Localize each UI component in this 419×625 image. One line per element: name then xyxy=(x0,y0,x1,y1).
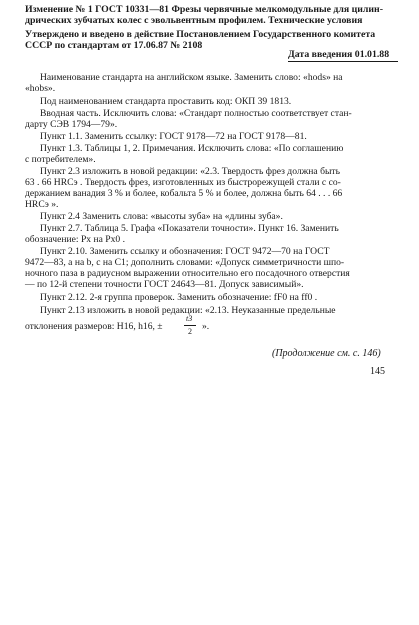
page-number: 145 xyxy=(370,366,385,377)
header-line-4: СССР по стандартам от 17.06.87 № 2108 xyxy=(25,40,203,51)
paragraph-line: Пункт 1.3. Таблицы 1, 2. Примечания. Исключить слова: «По соглашению xyxy=(40,143,344,154)
paragraph-line: Пункт 2.13 изложить в новой редакции: «2.13. Неуказанные предельные xyxy=(40,305,336,316)
paragraph-line: — по 12-й степени точности ГОСТ 24643—81. Допуск зависимый». xyxy=(25,279,304,290)
header-line-2: дрических зубчатых колес с эвольвентным профилем. Технические условия xyxy=(25,15,363,26)
paragraph-line: Пункт 1.1. Заменить ссылку: ГОСТ 9178—72 на ГОСТ 9178—81. xyxy=(40,131,307,142)
paragraph-line: ночного паза в радиусном выражении относительно его посадочного отверстия xyxy=(25,268,350,279)
paragraph-line: Пункт 2.7. Таблица 5. Графа «Показатели точности». Пункт 16. Заменить xyxy=(40,223,339,234)
paragraph-line: Наименование стандарта на английском языке. Заменить слово: «hods» на xyxy=(40,72,343,83)
paragraph-line: держанием ванадия 3 % и более, кобальта 5 % и более, должна быть 64 . . . 66 xyxy=(25,188,343,199)
paragraph-line: Пункт 2.4 Заменить слова: «высоты зуба» на «длины зуба». xyxy=(40,211,283,222)
paragraph-line: с потребителем». xyxy=(25,154,96,165)
paragraph-line: 9472—83, a на b, c на C1; дополнить словами: «Допуск симметричности шпо- xyxy=(25,257,345,268)
paragraph-line: обозначение: Px на Px0 . xyxy=(25,234,125,245)
paragraph-line: «hobs». xyxy=(25,83,56,94)
paragraph-line: Вводная часть. Исключить слова: «Стандарт полностью соответствует стан- xyxy=(40,108,352,119)
paragraph-line: HRCэ ». xyxy=(25,199,59,210)
header-line-1: Изменение № 1 ГОСТ 10331—81 Фрезы червячные мелкомодульные для цилин- xyxy=(25,4,383,15)
fraction-bar xyxy=(184,325,196,326)
paragraph-line: Пункт 2.12. 2-я группа проверок. Заменить обозначение: fF0 на ff0 . xyxy=(40,292,318,303)
date-underline xyxy=(288,61,398,62)
header-line-3: Утверждено и введено в действие Постановлением Государственного комитета xyxy=(25,29,376,40)
effective-date: Дата введения 01.01.88 xyxy=(288,49,390,60)
paragraph-line: дарту СЭВ 1794—79». xyxy=(25,119,118,130)
fraction-numerator: t3 xyxy=(186,314,193,323)
paragraph-line: Пункт 2.10. Заменить ссылку и обозначения: ГОСТ 9472—70 на ГОСТ xyxy=(40,246,330,257)
paragraph-line: отклонения размеров: H16, h16, ± xyxy=(25,321,163,332)
paragraph-line: 63 . 66 HRCэ . Твердость фрез, изготовленных из быстрорежущей стали с со- xyxy=(25,177,341,188)
paragraph-line: ». xyxy=(202,321,210,332)
continuation-note: (Продолжение см. с. 146) xyxy=(272,348,381,359)
fraction-denominator: 2 xyxy=(188,327,192,336)
paragraph-line: Пункт 2.3 изложить в новой редакции: «2.3. Твердость фрез должна быть xyxy=(40,166,340,177)
paragraph-line: Под наименованием стандарта проставить код: ОКП 39 1813. xyxy=(40,96,292,107)
